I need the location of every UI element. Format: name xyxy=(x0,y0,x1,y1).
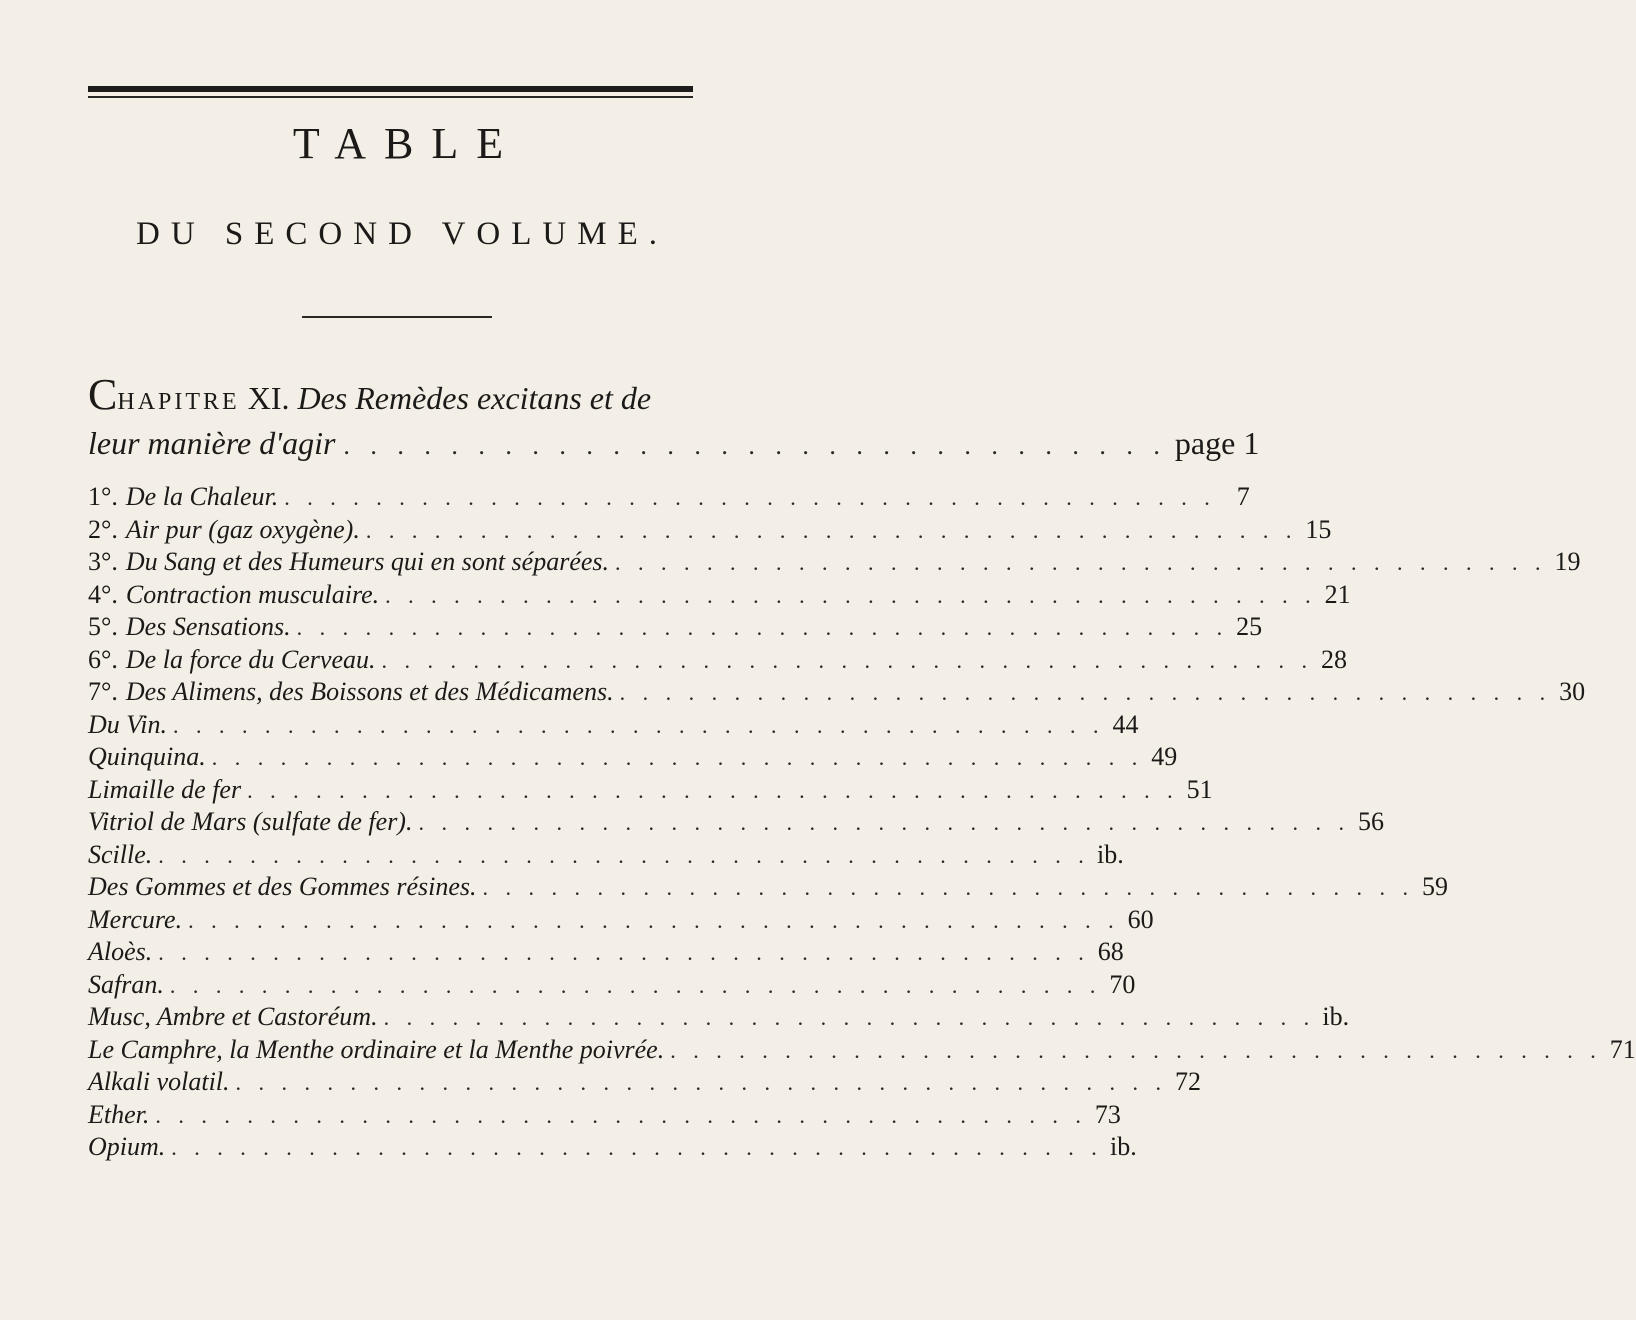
toc-entry-page: 68 xyxy=(1097,937,1124,966)
toc-entry-number: 6°. xyxy=(88,644,118,674)
dot-leader: . . . . . . . . . . . . . . . . . . . . . . . . . . . . . . . . . . . . . . . . . xyxy=(670,1037,1602,1063)
toc-entry xyxy=(88,904,1154,938)
toc-entry xyxy=(88,514,1332,548)
dot-leader: . . . . . . . . . . . . . . . . . . . . . . . . . . . . . . . . . . . . . . . . . xyxy=(482,875,1414,900)
toc-entry-label: Des Alimens, des Boissons et des Médicamens. xyxy=(125,677,614,706)
chapter-title-part1: Des Remèdes excitans et de xyxy=(297,380,652,416)
chapter-number: XI. xyxy=(247,380,290,416)
dot-leader: . . . . . . . . . . . . . . . . . . . . . . . . . . . . . . . . . . . . . . . . . xyxy=(615,550,1547,575)
toc-entry xyxy=(88,969,1136,1003)
toc-entry-number: 1°. xyxy=(88,482,118,511)
toc-entry-page: 72 xyxy=(1175,1067,1202,1096)
chapter-page: page 1 xyxy=(1174,425,1260,461)
dot-leader: . . . . . . . . . . . . . . . . . . . . . . . . . . . . . . . . . . . . . . . . . xyxy=(619,680,1552,705)
toc-entry xyxy=(88,872,1448,905)
dot-leader: . . . . . . . . . . . . . . . . . . . . . . . . . . . . . . . xyxy=(343,431,1167,460)
dot-leader: . . . . . . . . . . . . . . . . . . . . . . . . . . . . . . . . . . . . . . . . . xyxy=(172,712,1105,738)
toc-entry-label: Contraction musculaire. xyxy=(125,579,380,609)
toc-entry-page: 7 xyxy=(1236,482,1250,511)
toc-entry-page: 44 xyxy=(1112,709,1139,739)
toc-entry-label: De la Chaleur. xyxy=(125,482,279,511)
toc-entry-label: Le Camphre, la Menthe ordinaire et la Menthe poivrée. xyxy=(88,1034,665,1064)
toc-entry xyxy=(88,1002,1350,1035)
toc-entry-page: 21 xyxy=(1324,579,1351,609)
toc-entry xyxy=(88,839,1124,873)
chapter-title-part2: leur manière d'agir xyxy=(88,425,336,461)
top-rule-thick xyxy=(88,86,693,92)
dot-leader: . . . . . . . . . . . . . . . . . . . . . . . . . . . . . . . . . . . . . . . . . xyxy=(383,1005,1316,1030)
toc-entry-label: Air pur (gaz oxygène). xyxy=(125,514,360,544)
toc-entry xyxy=(88,1067,1202,1100)
toc-entry-page: 15 xyxy=(1305,514,1332,544)
page-subtitle: DU SECOND VOLUME. xyxy=(136,216,668,252)
toc-entry-label: Scille. xyxy=(88,839,153,869)
toc-entry-number: 3°. xyxy=(88,547,118,576)
toc-entry-page: 51 xyxy=(1186,774,1213,804)
toc-entry-label: Du Sang et des Humeurs qui en sont séparées. xyxy=(125,547,610,576)
toc-entry xyxy=(88,547,1581,580)
toc-entry-label: Opium. xyxy=(88,1132,166,1161)
toc-entry-label: Mercure. xyxy=(88,904,183,934)
toc-entry xyxy=(88,1132,1137,1165)
toc-entry xyxy=(88,677,1586,710)
toc-entry xyxy=(88,1099,1121,1133)
dot-leader: . . . . . . . . . . . . . . . . . . . . . . . . . . . . . . . . . . . . . . . . . xyxy=(296,615,1229,640)
dot-leader: . . . . . . . . . . . . . . . . . . . . . . . . . . . . . . . . . . . . . . . . . xyxy=(418,810,1350,835)
toc-entry-label: Des Gommes et des Gommes résines. xyxy=(88,872,477,901)
toc-entry-page: 30 xyxy=(1559,677,1586,706)
toc-entry-label: Aloès. xyxy=(88,937,153,966)
toc-entry xyxy=(88,937,1124,970)
toc-entry-number: 7°. xyxy=(88,677,118,706)
toc-entry-label: Safran. xyxy=(88,969,164,999)
dot-leader: . . . . . . . . . . . . . . . . . . . . . . . . . . . . . . . . . . . . . . . . . xyxy=(284,485,1216,510)
toc-entry xyxy=(88,482,1250,515)
toc-entry-label: Limaille de fer xyxy=(88,774,242,804)
chapter-initial: C xyxy=(88,370,118,419)
divider-rule xyxy=(302,316,492,318)
dot-leader: . . . . . . . . . . . . . . . . . . . . . . . . . . . . . . . . . . . . . . . . . xyxy=(365,517,1298,543)
toc-entry-number: 5°. xyxy=(88,612,118,641)
dot-leader: . . . . . . . . . . . . . . . . . . . . . . . . . . . . . . . . . . . . . . . . . xyxy=(158,940,1090,965)
toc-entry-page: 60 xyxy=(1127,904,1154,934)
dot-leader: . . . . . . . . . . . . . . . . . . . . . . . . . . . . . . . . . . . . . . . . . xyxy=(171,1135,1103,1160)
toc-entry xyxy=(88,579,1351,613)
toc-entry-label: Ether. xyxy=(88,1099,150,1129)
toc-entry-page: 71 xyxy=(1609,1034,1636,1064)
toc-entry-page: 70 xyxy=(1109,969,1136,999)
toc-entry-label: Vitriol de Mars (sulfate de fer). xyxy=(88,807,413,836)
table-of-contents xyxy=(88,482,1636,1165)
toc-entry xyxy=(88,807,1384,840)
toc-entry-label: Alkali volatil. xyxy=(88,1067,230,1096)
toc-entry-number: 2°. xyxy=(88,514,118,544)
dot-leader: . . . . . . . . . . . . . . . . . . . . . . . . . . . . . . . . . . . . . . . . . xyxy=(381,647,1313,673)
toc-entry xyxy=(88,774,1213,808)
chapter-heading xyxy=(88,372,748,425)
page-title: TABLE xyxy=(292,119,522,168)
toc-entry-page: 19 xyxy=(1554,547,1581,576)
toc-entry-label: Des Sensations. xyxy=(125,612,291,641)
toc-entry-page: ib. xyxy=(1322,1002,1350,1031)
toc-entry-page: 49 xyxy=(1151,742,1178,771)
dot-leader: . . . . . . . . . . . . . . . . . . . . . . . . . . . . . . . . . . . . . . . . . xyxy=(211,745,1144,770)
dot-leader: . . . . . . . . . . . . . . . . . . . . . . . . . . . . . . . . . . . . . . . . . xyxy=(385,582,1317,608)
dot-leader: . . . . . . . . . . . . . . . . . . . . . . . . . . . . . . . . . . . . . . . . . xyxy=(235,1070,1168,1095)
top-rule-thin xyxy=(88,96,693,98)
toc-entry-page: 28 xyxy=(1320,644,1347,674)
dot-leader: . . . . . . . . . . . . . . . . . . . . . . . . . . . . . . . . . . . . . . . . . xyxy=(188,907,1120,933)
chapter-heading-line2 xyxy=(88,425,1260,462)
toc-entry-page: ib. xyxy=(1110,1132,1137,1161)
toc-entry-label: Du Vin. xyxy=(88,709,167,739)
toc-entry-page: ib. xyxy=(1097,839,1124,869)
toc-entry xyxy=(88,709,1139,743)
toc-entry-label: Quinquina. xyxy=(88,742,206,771)
dot-leader: . . . . . . . . . . . . . . . . . . . . . . . . . . . . . . . . . . . . . . . . . xyxy=(169,972,1102,998)
dot-leader: . . . . . . . . . . . . . . . . . . . . . . . . . . . . . . . . . . . . . . . . . xyxy=(247,777,1179,803)
toc-entry-label: Musc, Ambre et Castoréum. xyxy=(88,1002,378,1031)
toc-entry-number: 4°. xyxy=(88,579,118,609)
toc-entry-page: 59 xyxy=(1422,872,1448,901)
toc-entry xyxy=(88,644,1347,678)
toc-entry-page: 73 xyxy=(1094,1099,1121,1129)
toc-entry xyxy=(88,612,1263,645)
dot-leader: . . . . . . . . . . . . . . . . . . . . . . . . . . . . . . . . . . . . . . . . . xyxy=(155,1102,1087,1128)
toc-entry xyxy=(88,742,1178,775)
dot-leader: . . . . . . . . . . . . . . . . . . . . . . . . . . . . . . . . . . . . . . . . . xyxy=(158,842,1090,868)
toc-entry xyxy=(88,1034,1636,1068)
toc-entry-page: 25 xyxy=(1236,612,1263,641)
toc-entry-label: De la force du Cerveau. xyxy=(125,644,376,674)
toc-entry-page: 56 xyxy=(1357,807,1384,836)
chapter-word: HAPITRE xyxy=(117,389,240,415)
